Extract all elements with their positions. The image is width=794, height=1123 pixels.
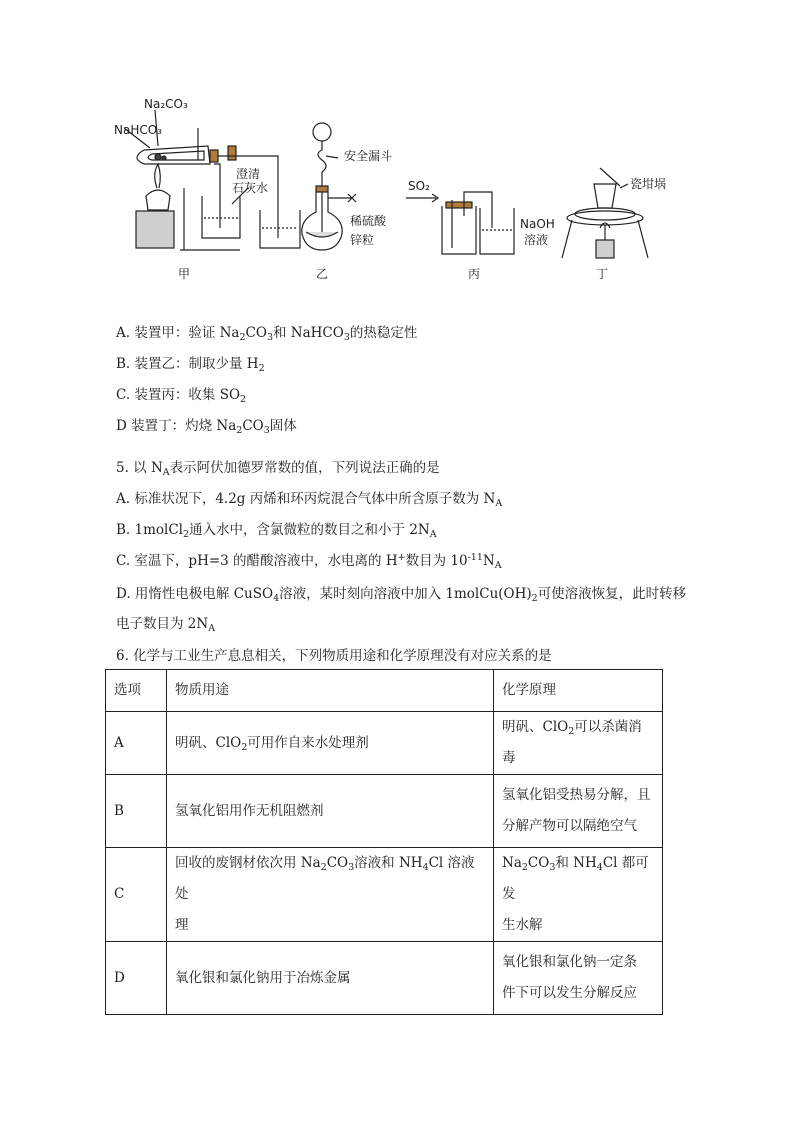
acid-level	[306, 232, 338, 237]
apparatus-figure	[100, 88, 700, 293]
row-use: 回收的废钢材依次用 $Na_2CO_3$溶液和 $NH_4Cl$ 溶液处 理	[167, 848, 494, 942]
header-option: 选项	[106, 670, 167, 712]
safety-funnel-bulb	[313, 123, 331, 141]
table-row	[106, 848, 663, 942]
row-use: 氧化银和氯化钠用于冶炼金属	[167, 942, 494, 1015]
clay-triangle	[575, 208, 635, 220]
label-so2: SO₂	[408, 179, 430, 193]
label-naoh-1: NaOH	[520, 217, 555, 231]
table-row	[106, 775, 663, 848]
q5-option-d-line1: D. 用惰性电极电解 CuSO$_4$溶液，某时刻向溶液中加入 $1molCu(OH)_2$可使溶液恢复，此时转移	[116, 586, 687, 604]
q5-stem: 5. 以 $N_A$表示阿伏加德罗常数的值，下列说法正确的是	[116, 460, 440, 478]
row-principle: 氧化银和氯化钠一定条 件下可以发生分解反应	[494, 942, 663, 1015]
lamp-flame	[155, 164, 161, 188]
q4-option-c: C. 装置丙：收集 $SO_2$	[116, 387, 247, 405]
row-option: D	[106, 942, 167, 1015]
row-principle: $Na_2CO_3$和 $NH_4Cl$ 都可发 生水解	[494, 848, 663, 942]
label-dilute-acid: 稀硫酸	[350, 214, 387, 228]
q6-table	[105, 669, 663, 1015]
burner-block	[596, 240, 614, 258]
label-na2co3: Na₂CO₃	[144, 97, 188, 111]
beaker-naoh	[480, 208, 514, 254]
row-use: 明矾、ClO$_2$可用作自来水处理剂	[167, 712, 494, 775]
tripod-leg-1	[562, 220, 572, 258]
q4-option-d: D 装置丁：灼烧 $Na_2CO_3$固体	[116, 418, 297, 436]
apparatus-bing	[406, 192, 514, 254]
apparatus-drawing	[100, 88, 700, 293]
q6-stem: 6. 化学与工业生产息息相关，下列物质用途和化学原理没有对应关系的是	[116, 648, 552, 664]
caption-ding: 丁	[596, 267, 609, 281]
label-crucible: 瓷坩埚	[630, 177, 667, 191]
table-row	[106, 712, 663, 775]
lamp-stand-block	[136, 211, 174, 248]
label-safety-funnel: 安全漏斗	[344, 149, 393, 163]
q5-option-b: B. 1molCl$_2$通入水中，含氯微粒的数目之和小于 $2N_A$	[116, 522, 437, 540]
label-zinc: 锌粒	[350, 233, 375, 247]
q4-option-b: B. 装置乙：制取少量 $H_2$	[116, 356, 265, 374]
q5-option-c: C. 室温下，pH=3 的醋酸溶液中，水电离的 H+数目为 $10^{-11}N_A$	[116, 552, 502, 571]
q5-option-a: A. 标准状况下，4.2g 丙烯和环丙烷混合气体中所含原子数为 $N_A$	[116, 491, 503, 509]
row-option: A	[106, 712, 167, 775]
flask-stopper	[316, 186, 328, 192]
caption-jia: 甲	[178, 267, 191, 281]
row-use: 氢氧化铝用作无机阻燃剂	[167, 775, 494, 848]
crucible	[594, 184, 616, 208]
label-limewater-2: 石灰水	[232, 181, 269, 195]
caption-yi: 乙	[316, 267, 329, 281]
q5-option-d-line2: 电子数目为 $2N_A$	[116, 616, 216, 634]
row-option: B	[106, 775, 167, 848]
apparatus-yi	[302, 123, 356, 250]
header-principle: 化学原理	[494, 670, 663, 712]
gas-bottle-1	[442, 206, 476, 254]
stopper-1	[210, 150, 218, 162]
row-principle: 明矾、ClO$_2$可以杀菌消毒	[494, 712, 663, 775]
stopper-2	[228, 146, 236, 160]
alcohol-lamp	[146, 190, 170, 210]
table-row	[106, 942, 663, 1015]
leader-crucible	[620, 184, 628, 188]
header-use: 物质用途	[167, 670, 494, 712]
row-principle: 氢氧化铝受热易分解，且 分解产物可以隔绝空气	[494, 775, 663, 848]
label-naoh-2: 溶液	[524, 233, 549, 247]
tripod-leg-2	[638, 220, 648, 258]
label-limewater-1: 澄清	[236, 167, 261, 181]
label-nahco3: NaHCO₃	[114, 123, 162, 137]
outer-test-tube	[137, 146, 210, 164]
caption-bing: 丙	[468, 267, 481, 281]
bottle-1-stopper	[446, 202, 472, 208]
row-option: C	[106, 848, 167, 942]
q4-option-a: A. 装置甲：验证 $Na_2CO_3$和 NaHCO$_3$的热稳定性	[116, 325, 418, 343]
beaker-2	[260, 210, 300, 248]
nahco3-powder	[155, 154, 161, 160]
table-header-row	[106, 670, 663, 712]
crucible-tongs	[600, 168, 620, 186]
connecting-tube	[464, 192, 492, 228]
leader-funnel	[326, 156, 338, 158]
